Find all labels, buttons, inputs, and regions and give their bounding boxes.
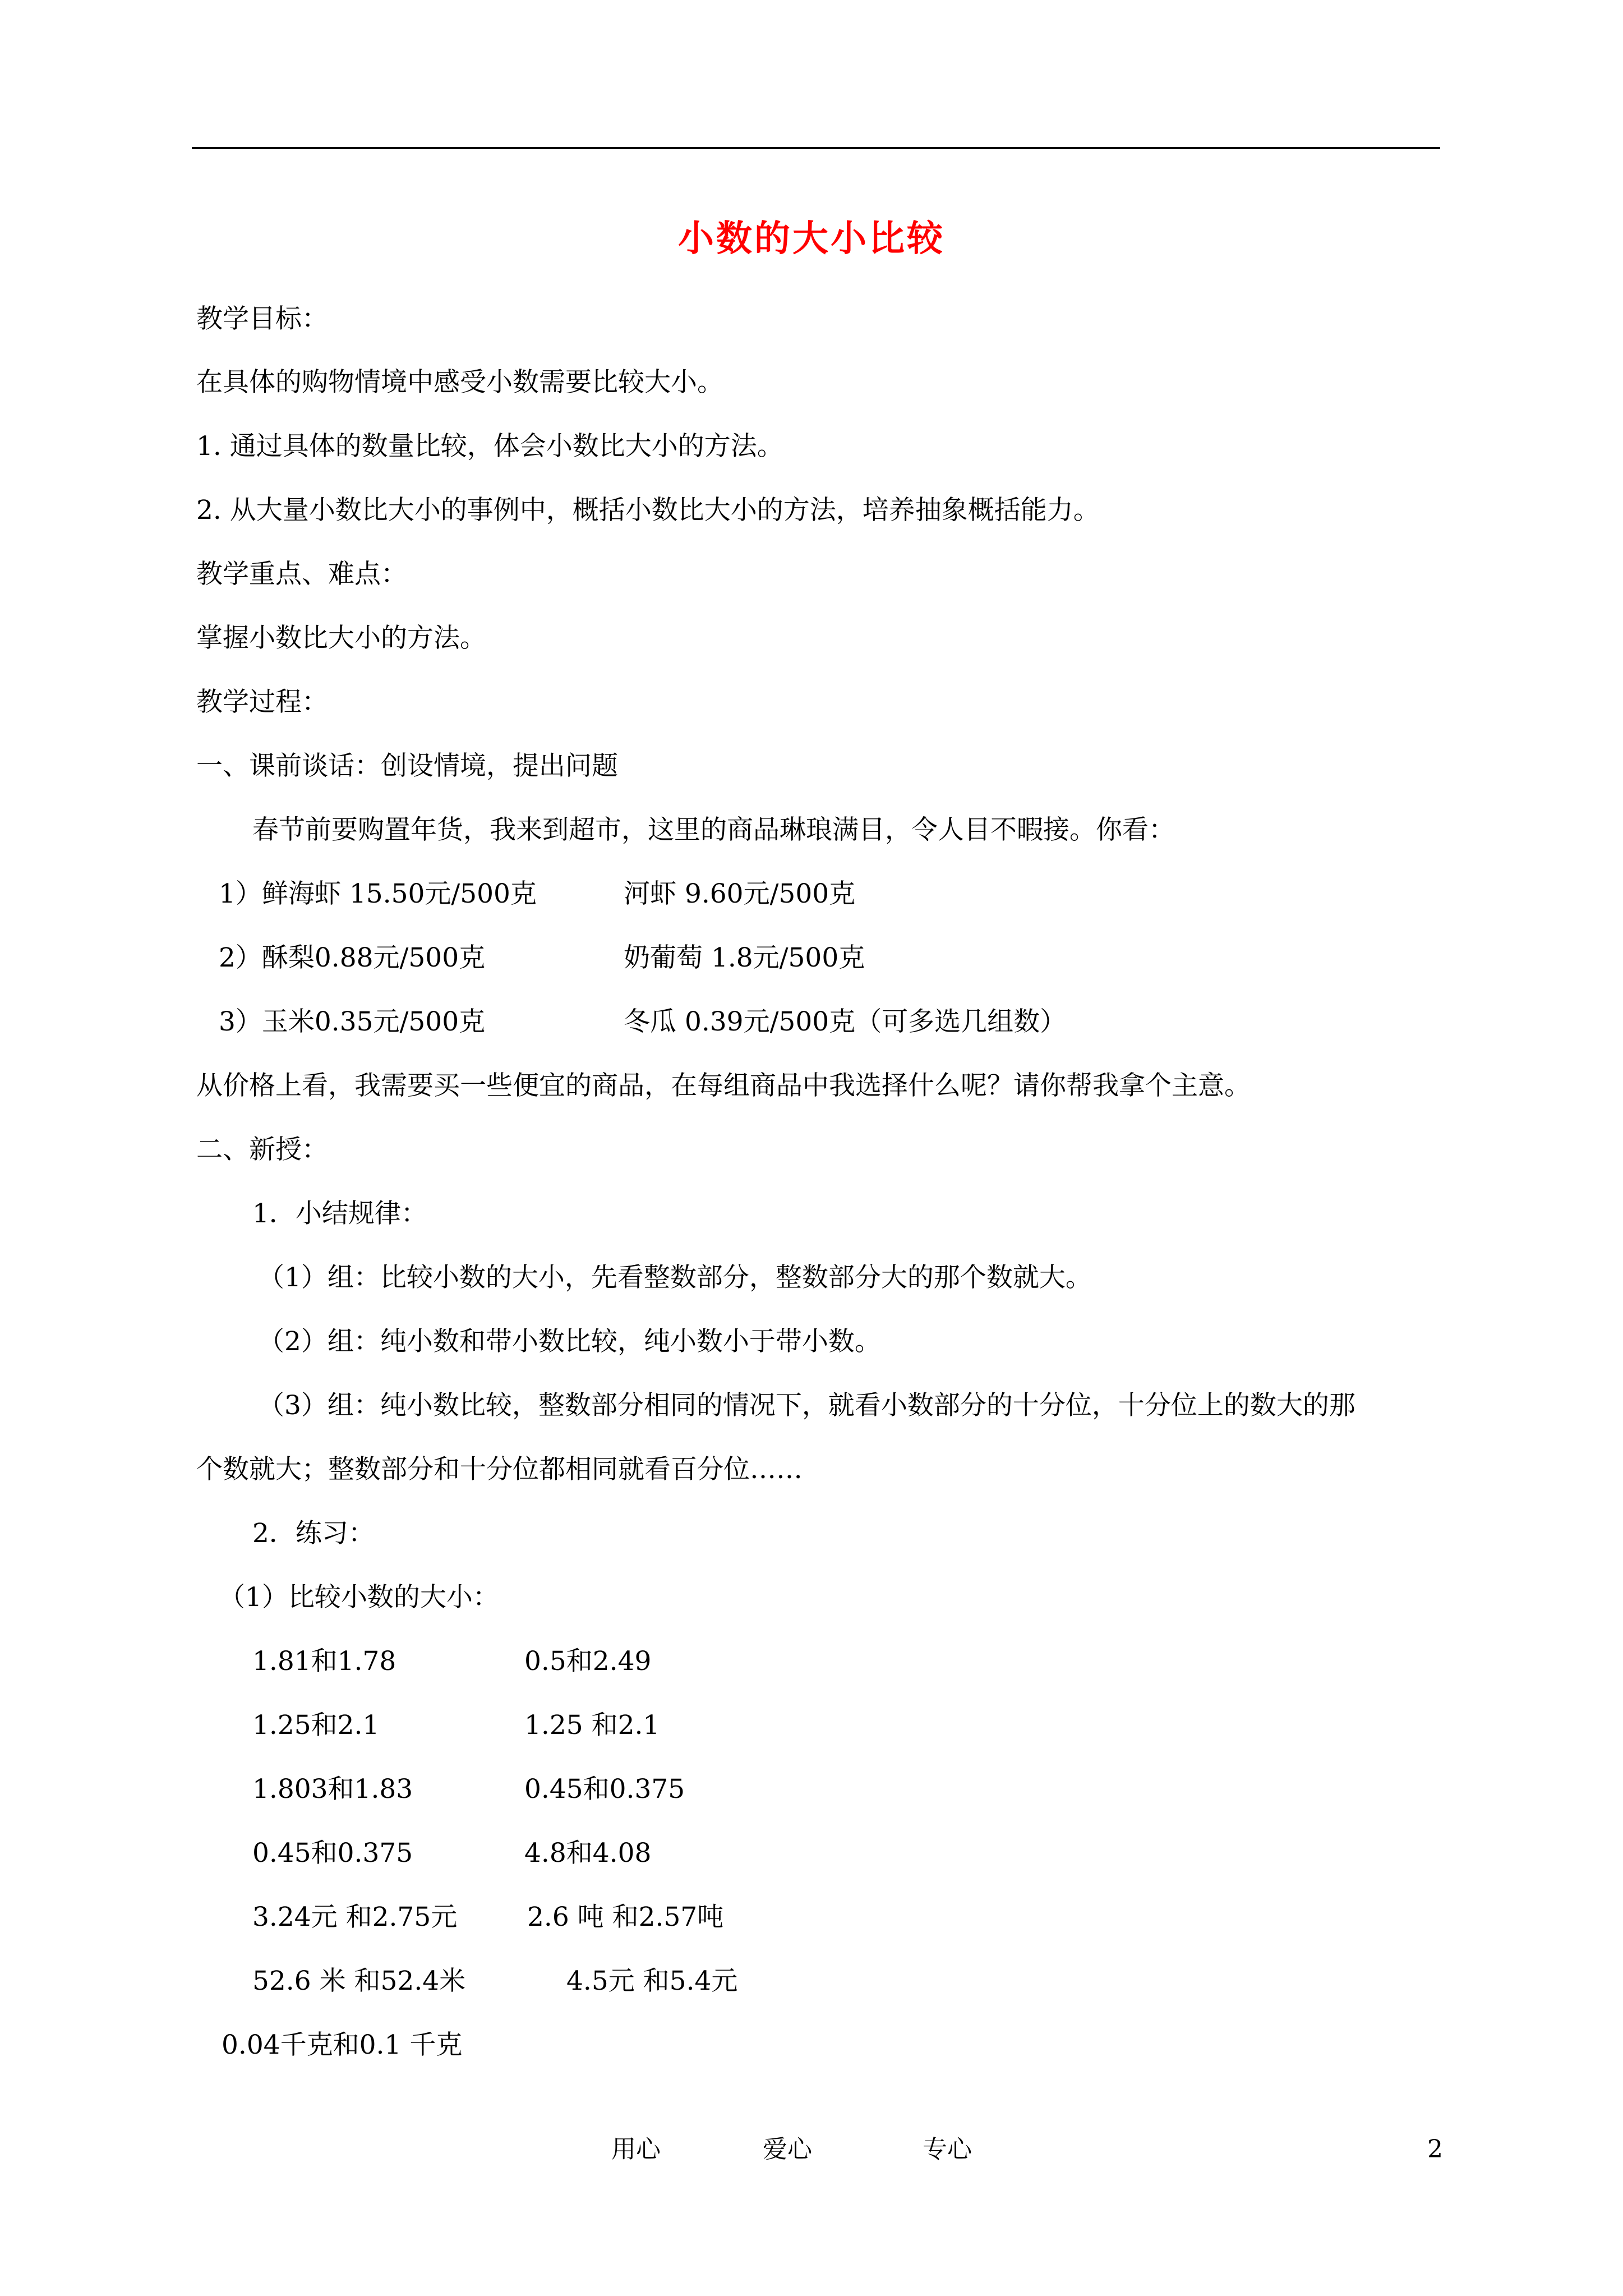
goods-item: 奶葡萄 1.8元/500克	[624, 942, 865, 973]
pair-item: 4.5元 和5.4元	[566, 1966, 738, 1996]
pair-item: 1.25和2.1	[252, 1710, 380, 1741]
pair-item: 2.6 吨 和2.57吨	[527, 1902, 724, 1932]
objective-item-2: 2. 从大量小数比大小的事例中，概括小数比大小的方法，培养抽象概括能力。	[196, 495, 1100, 526]
document-title: 小数的大小比较	[678, 218, 945, 260]
header-rule	[192, 147, 1440, 149]
pair-item: 3.24元 和2.75元	[252, 1902, 458, 1932]
rule-item-3-continued: 个数就大；整数部分和十分位都相同就看百分位……	[196, 1454, 803, 1485]
heading-process: 教学过程：	[196, 687, 328, 717]
pair-item: 52.6 米 和52.4米	[252, 1966, 466, 1996]
pair-last: 0.04千克和0.1 千克	[222, 2030, 463, 2060]
goods-item: 1）鲜海虾 15.50元/500克	[219, 878, 537, 909]
pair-item: 1.803和1.83	[252, 1774, 413, 1805]
rule-item-3: （3）组：纯小数比较，整数部分相同的情况下，就看小数部分的十分位，十分位上的数大的那	[258, 1390, 1355, 1421]
footer-motto-1: 用心	[611, 2135, 661, 2164]
pair-item: 0.5和2.49	[524, 1646, 652, 1677]
pair-item: 0.45和0.375	[252, 1838, 413, 1869]
page-number: 2	[1427, 2135, 1443, 2164]
section-heading-1: 一、课前谈话：创设情境，提出问题	[196, 751, 618, 781]
paragraph-line: 从价格上看，我需要买一些便宜的商品，在每组商品中我选择什么呢？请你帮我拿个主意。	[196, 1070, 1251, 1101]
footer-motto-2: 爱心	[763, 2135, 812, 2164]
subheading-practice: 2．练习：	[252, 1518, 375, 1549]
paragraph-line: 春节前要购置年货，我来到超市，这里的商品琳琅满目，令人目不暇接。你看：	[252, 815, 1175, 845]
pair-item: 0.45和0.375	[524, 1774, 685, 1805]
pair-item: 1.81和1.78	[252, 1646, 396, 1677]
goods-item: 冬瓜 0.39元/500克（可多选几组数）	[624, 1006, 1067, 1037]
pair-item: 4.8和4.08	[524, 1838, 652, 1869]
heading-objectives: 教学目标：	[196, 303, 328, 334]
subheading-summary: 1．小结规律：	[252, 1198, 427, 1229]
goods-item: 3）玉米0.35元/500克	[219, 1006, 486, 1037]
objective-item-1: 1. 通过具体的数量比较，体会小数比大小的方法。	[196, 431, 783, 462]
practice-heading: （1）比较小数的大小：	[219, 1582, 499, 1613]
paragraph-line: 掌握小数比大小的方法。	[196, 623, 486, 654]
footer-motto-3: 专心	[923, 2135, 972, 2164]
goods-item: 2）酥梨0.88元/500克	[219, 942, 486, 973]
goods-item: 河虾 9.60元/500克	[624, 878, 856, 909]
rule-item-1: （1）组：比较小数的大小，先看整数部分，整数部分大的那个数就大。	[258, 1262, 1092, 1293]
paragraph-line: 在具体的购物情境中感受小数需要比较大小。	[196, 367, 723, 398]
pair-item: 1.25 和2.1	[524, 1710, 660, 1741]
rule-item-2: （2）组：纯小数和带小数比较，纯小数小于带小数。	[258, 1326, 881, 1357]
section-heading-2: 二、新授：	[196, 1134, 328, 1165]
heading-key-points: 教学重点、难点：	[196, 559, 407, 590]
